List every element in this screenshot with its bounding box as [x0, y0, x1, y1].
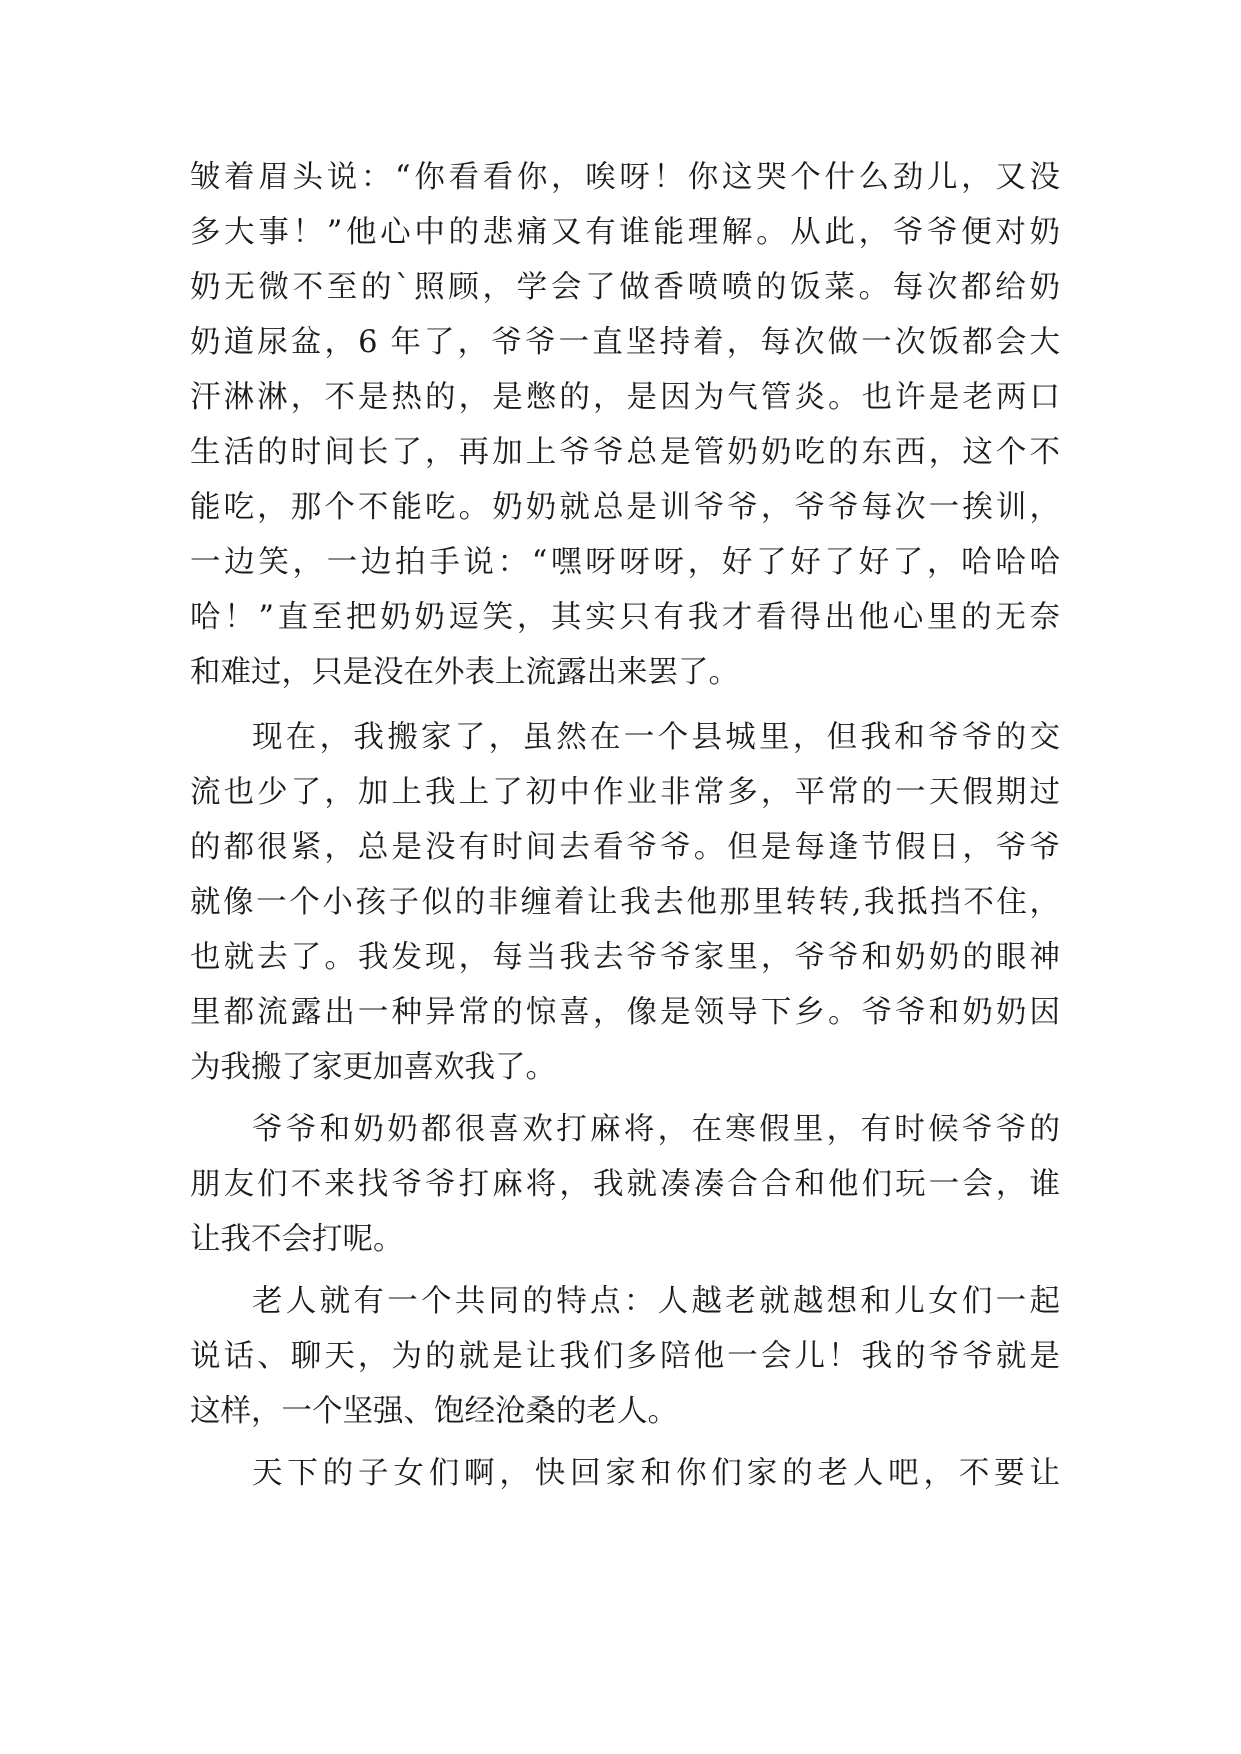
text-line: 就像一个小孩子似的非缠着让我去他那里转转,我抵挡不住， — [190, 885, 1060, 920]
text-line: 为我搬了家更加喜欢我了。 — [190, 1050, 556, 1085]
text-line: 这样，一个坚强、饱经沧桑的老人。 — [190, 1394, 678, 1429]
text-line: 奶道尿盆，6 年了，爷爷一直坚持着，每次做一次饭都会大 — [190, 325, 1060, 360]
text-line: 里都流露出一种异常的惊喜，像是领导下乡。爷爷和奶奶因 — [190, 995, 1060, 1030]
text-line: 也就去了。我发现，每当我去爷爷家里，爷爷和奶奶的眼神 — [190, 940, 1060, 975]
text-line: 说话、聊天，为的就是让我们多陪他一会儿！我的爷爷就是 — [190, 1339, 1060, 1374]
text-line: 多大事！”他心中的悲痛又有谁能理解。从此，爷爷便对奶 — [190, 215, 1060, 250]
text-line: 的都很紧，总是没有时间去看爷爷。但是每逢节假日，爷爷 — [190, 830, 1060, 865]
text-line: 爷爷和奶奶都很喜欢打麻将，在寒假里，有时候爷爷的 — [252, 1112, 1060, 1147]
text-line: 汗淋淋，不是热的，是憋的，是因为气管炎。也许是老两口 — [190, 380, 1060, 415]
text-line: 老人就有一个共同的特点：人越老就越想和儿女们一起 — [252, 1284, 1060, 1319]
text-line: 生活的时间长了，再加上爷爷总是管奶奶吃的东西，这个不 — [190, 435, 1060, 470]
text-line: 天下的子女们啊，快回家和你们家的老人吧，不要让 — [252, 1456, 1060, 1491]
text-line: 朋友们不来找爷爷打麻将，我就凑凑合合和他们玩一会，谁 — [190, 1167, 1060, 1202]
text-line: 流也少了，加上我上了初中作业非常多，平常的一天假期过 — [190, 775, 1060, 810]
text-line: 皱着眉头说：“你看看你，唉呀！你这哭个什么劲儿，又没 — [190, 160, 1060, 195]
text-line: 一边笑，一边拍手说：“嘿呀呀呀，好了好了好了，哈哈哈 — [190, 545, 1060, 580]
text-line: 哈！”直至把奶奶逗笑，其实只有我才看得出他心里的无奈 — [190, 600, 1060, 635]
text-line: 和难过，只是没在外表上流露出来罢了。 — [190, 655, 739, 690]
text-line: 现在，我搬家了，虽然在一个县城里，但我和爷爷的交 — [252, 720, 1060, 755]
text-line: 能吃，那个不能吃。奶奶就总是训爷爷，爷爷每次一挨训， — [190, 490, 1060, 525]
text-line: 奶无微不至的`照顾，学会了做香喷喷的饭菜。每次都给奶 — [190, 270, 1060, 305]
text-line: 让我不会打呢。 — [190, 1222, 404, 1257]
